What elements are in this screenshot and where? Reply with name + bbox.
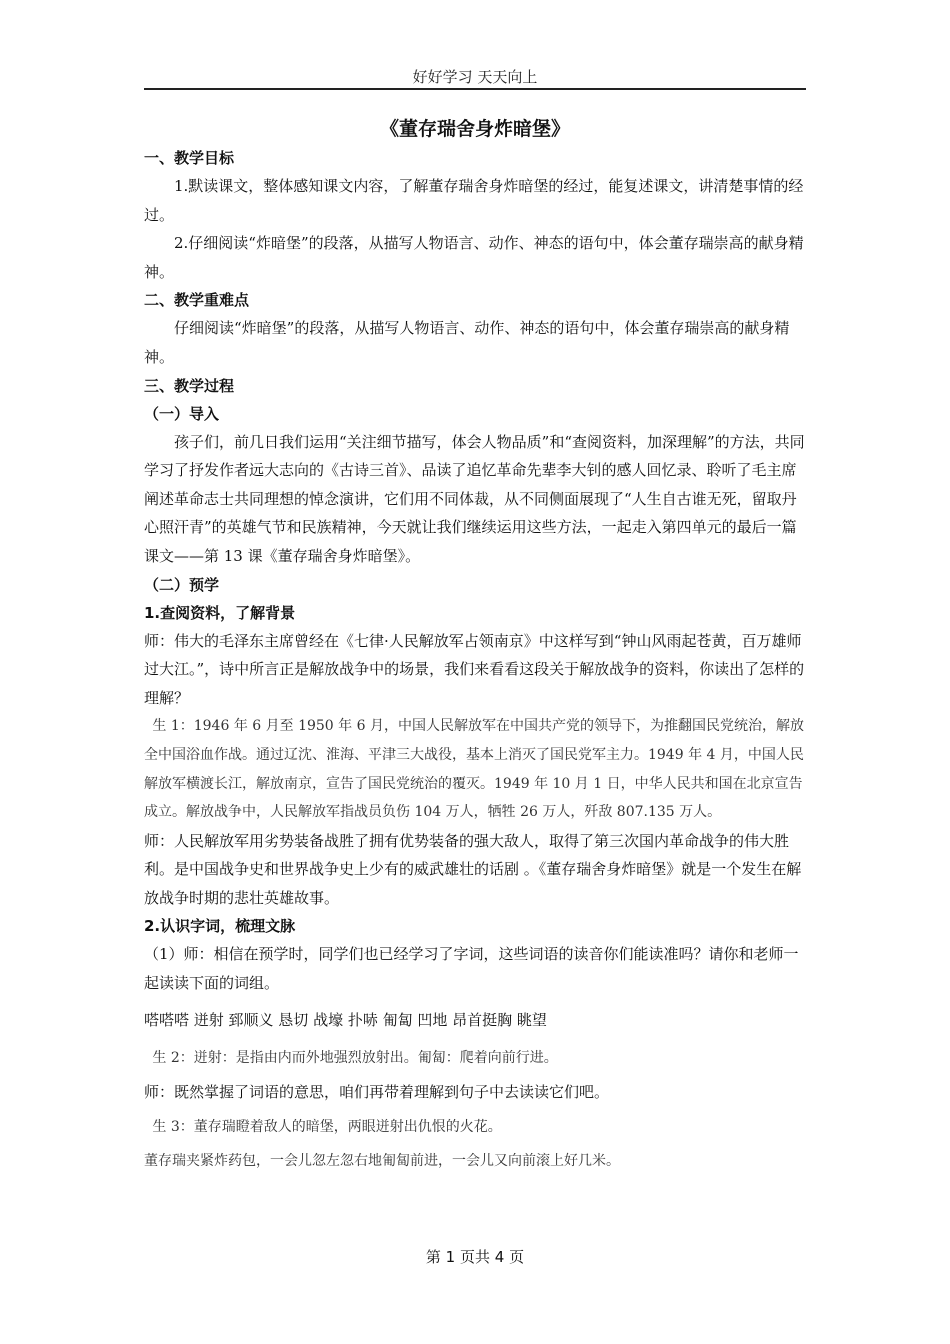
student-2-paragraph: 生 2：迸射：是指由内而外地强烈放射出。匍匐：爬着向前行进。 — [152, 1049, 558, 1066]
vocabulary-list: 嗒嗒嗒 迸射 郅顺义 恳切 战壕 扑哧 匍匐 凹地 昂首挺胸 眺望 — [144, 1010, 547, 1029]
document-title: 《董存瑞舍身炸暗堡》 — [379, 118, 570, 140]
teacher-paragraph-1: 师：伟大的毛泽东主席曾经在《七律·人民解放军占领南京》中这样写到“钟山风雨起苍黄，百万雄师过大江。”，诗中所言正是解放战争中的场景，我们来看看这段关于解放战争的资料，你读出了怎样的理解？ — [144, 631, 805, 707]
intro-text: 孩子们，前几日我们运用“关注细节描写，体会人物品质”和“查阅资料，加深理解”的方法，共同学习了抒发作者远大志向的《古诗三首》、品读了追忆革命先辈李大钊的感人回忆录、聆听了毛主席阐述革命志士共同理想的悼念演讲，它们用不同体裁，从不同侧面展现了“人生自古谁无死，留取丹心照汗青”的英雄气节和民族精神，今天就让我们继续运用这些方法，一起走入第四单元的最后一篇课文——第 13 课《董存瑞舍身炸暗堡》。 — [144, 432, 805, 565]
teacher-paragraph-4: 师：既然掌握了词语的意思，咱们再带着理解到句子中去读读它们吧。 — [144, 1083, 610, 1102]
header-rule — [144, 88, 806, 90]
heading-step-1: 1.查阅资料，了解背景 — [144, 603, 296, 622]
student-3-paragraph: 生 3：董存瑞瞪着敌人的暗堡，两眼迸射出仇恨的火花。 — [152, 1118, 502, 1135]
teacher-paragraph-2: 师：人民解放军用劣势装备战胜了拥有优势装备的强大敌人，取得了第三次国内革命战争的伟大胜利。是中国战争史和世界战争史上少有的威武雄壮的话剧 。《董存瑞舍身炸暗堡》就是一个发生在解放战争时期的悲壮英雄故事。 — [144, 831, 802, 907]
heading-step-2: 2.认识字词，梳理文脉 — [144, 917, 296, 936]
heading-process: 三、教学过程 — [144, 376, 235, 395]
heading-preview: （二）预学 — [144, 575, 220, 594]
heading-key-points: 二、教学重难点 — [144, 291, 250, 310]
page-header: 好好学习 天天向上 — [412, 68, 538, 86]
goal-item-1: 1.默读课文，整体感知课文内容，了解董存瑞舍身炸暗堡的经过，能复述课文，讲清楚事情的经过。 — [144, 177, 804, 224]
key-points-text: 仔细阅读“炸暗堡”的段落，从描写人物语言、动作、神态的语句中，体会董存瑞崇高的献身精神。 — [144, 319, 790, 366]
teacher-paragraph-3: （1）师：相信在预学时，同学们也已经学习了字词，这些词语的读音你们能读准吗？请你和老师一起读读下面的词组。 — [144, 945, 799, 993]
example-sentence: 董存瑞夹紧炸药包，一会儿忽左忽右地匍匐前进，一会儿又向前滚上好几米。 — [144, 1153, 620, 1170]
document-body — [144, 114, 806, 1176]
heading-intro: （一）导入 — [144, 404, 220, 423]
heading-goals: 一、教学目标 — [144, 149, 235, 167]
page-footer: 第 1 页共 4 页 — [425, 1248, 525, 1266]
student-1-paragraph: 生 1：1946 年 6 月至 1950 年 6 月，中国人民解放军在中国共产党的领导下，为推翻国民党统治，解放全中国浴血作战。通过辽沈、淮海、平津三大战役，基本上消灭了国民党军主力。1949 年 4 月，中国人民解放军横渡长江，解放南京，宣告了国民党统治的覆灭。1949 年 10 月 1 日，中华人民共和国在北京宣告成立。解放战争中，人民解放军指战员负伤 104 万人，牺牲 26 万人，歼敌 807.135 万人。 — [144, 718, 804, 821]
goal-item-2: 2.仔细阅读“炸暗堡”的段落，从描写人物语言、动作、神态的语句中，体会董存瑞崇高的献身精神。 — [144, 234, 804, 281]
